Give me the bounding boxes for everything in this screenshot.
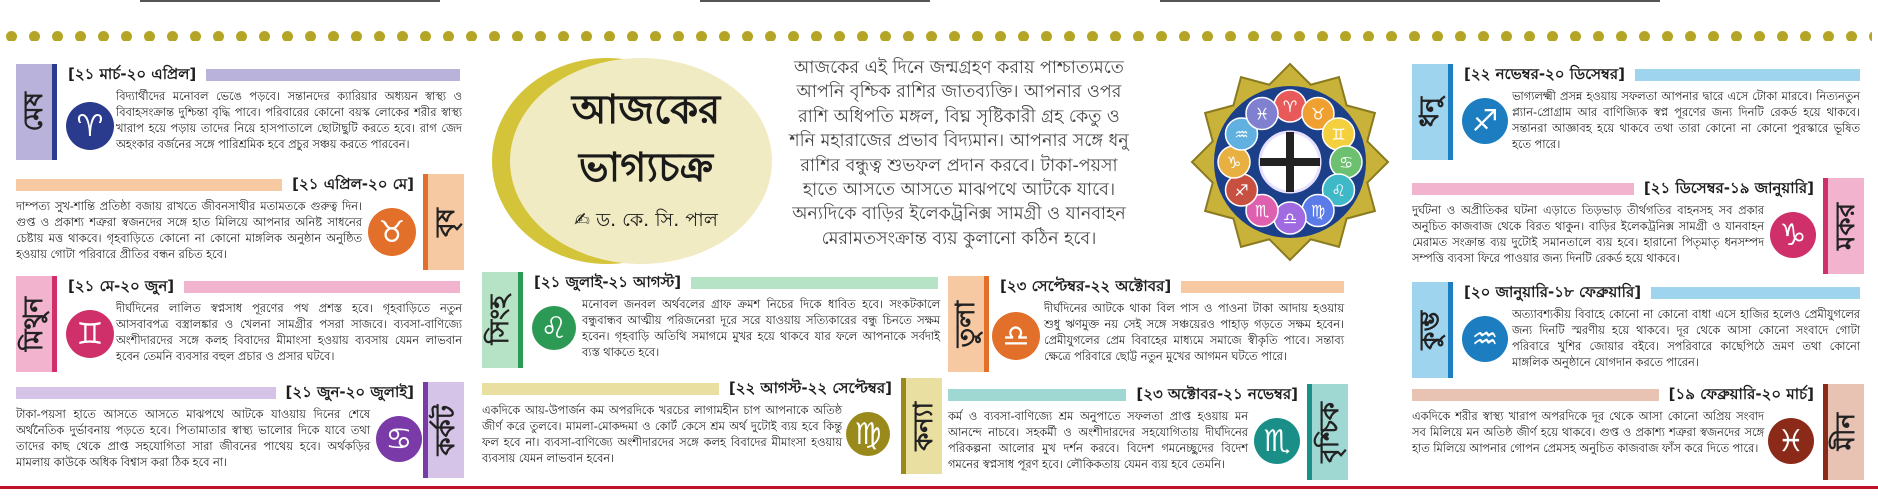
sign-block-brish bbox=[16, 174, 464, 274]
author-name: ড. কে. সি. পাল bbox=[596, 209, 718, 231]
divider-dot bbox=[1064, 31, 1075, 41]
water-bearer-icon: ♒ bbox=[1462, 316, 1508, 362]
sign-accent bbox=[901, 378, 906, 474]
divider-dot bbox=[1179, 31, 1190, 41]
sign-forecast: অত্যাবশ্যকীয় বিবাহে কোনো না কোনো বাধা এসে হাজির হলেও প্রেমীযুগলের জন্য দিনটি স্মরণীয় হয়ে থাকবে। দূর থেকে আসা কোনো সংবাদে গোটা পরিবারে খুশির জোয়ার বইবে। সপরিবারে কাছেপিঠে ভ্রমণ তথা কোনো মাঙ্গলিক অনুষ্ঠানে যোগদান করতে পারেন। bbox=[1512, 308, 1860, 369]
sign-name: মকর bbox=[1831, 202, 1861, 250]
sign-name: সিংহ bbox=[485, 295, 515, 345]
bull-icon: ♉ bbox=[368, 208, 416, 256]
divider-dot bbox=[512, 31, 523, 41]
divider-dot bbox=[259, 31, 270, 41]
sign-color-bar bbox=[1651, 287, 1860, 299]
sign-forecast: মনোবল জনবল অর্থবলের গ্রাফ ক্রমশ নিচের দিকে ধাবিত হবে। সংকটকালে বন্ধুবান্ধব আত্মীয় পরিজনেরা দূরে সরে যাওয়ায় সত্যিকারের বন্ধু চিনতে সক্ষম হবেন। গৃহবাড়ি অতিথি সমাগমে মুখর হয়ে থাকবে যার ফলে আপনাকে সর্বদাই ব্যস্ত থাকতে হবে। bbox=[582, 298, 940, 359]
divider-dot bbox=[29, 31, 40, 41]
divider-dot bbox=[1432, 31, 1443, 41]
dotted-divider bbox=[6, 27, 1872, 41]
divider-dot bbox=[903, 31, 914, 41]
divider-dot bbox=[1547, 31, 1558, 41]
sign-name-box bbox=[1828, 384, 1864, 480]
divider-dot bbox=[328, 31, 339, 41]
divider-dot bbox=[650, 31, 661, 41]
author-byline bbox=[536, 206, 756, 238]
sign-dates: [২১ এপ্রিল-২০ মে] bbox=[292, 174, 414, 193]
divider-dot bbox=[995, 31, 1006, 41]
divider-dot bbox=[1041, 31, 1052, 41]
sign-accent bbox=[1448, 64, 1453, 160]
sign-header bbox=[948, 384, 1298, 406]
sign-name-box bbox=[1828, 178, 1864, 274]
divider-dot bbox=[466, 31, 477, 41]
sign-block-meen bbox=[1412, 384, 1864, 484]
divider-dot bbox=[420, 31, 431, 41]
divider-dot bbox=[1616, 31, 1627, 41]
sign-name: মেষ bbox=[19, 92, 49, 132]
divider-dot bbox=[75, 31, 86, 41]
sign-header bbox=[1000, 276, 1344, 298]
divider-dot bbox=[742, 31, 753, 41]
wheel-sign-glyph: ♑ bbox=[1226, 153, 1242, 172]
sign-header bbox=[482, 378, 892, 400]
scales-icon: ♎ bbox=[992, 312, 1040, 360]
sign-forecast: দুর্ঘটনা ও অপ্রীতিকর ঘটনা এড়াতে তিড়ভাড় তীর্থগতির বাহনসহ সব প্রকার অনুচিত কাজবাজ থেকে বিরত থাকুন। বাড়ির ইলেকট্রনিক্স সামগ্রী ও যানবাহন মেরামত সংক্রান্ত ব্যয় দুটোই সমানতালে ব্যয় হবে। হারানো পিতৃমাতৃ ধনসম্পদ সম্পত্তি ব্যবসা ফিরে পাওয়ার জন্য দিনটি রেকর্ড হয়ে থাকবে। bbox=[1412, 204, 1764, 265]
divider-dot bbox=[1087, 31, 1098, 41]
divider-dot bbox=[926, 31, 937, 41]
sign-color-bar bbox=[1635, 69, 1860, 81]
sign-header bbox=[1464, 282, 1860, 304]
divider-dot bbox=[374, 31, 385, 41]
divider-dot bbox=[397, 31, 408, 41]
title-card bbox=[492, 58, 784, 254]
wheel-sign-glyph: ♈ bbox=[1282, 97, 1298, 116]
maiden-icon: ♍ bbox=[846, 412, 890, 456]
divider-dot bbox=[1639, 31, 1650, 41]
divider-dot bbox=[1501, 31, 1512, 41]
sign-forecast: টাকা-পয়সা হাতে আসতে আসতে মাঝপথে আটকে যাওয়ায় দিনের শেষে অর্থনৈতিক দুর্ভাবনায় পড়তে হবে। পিতামাতার স্বাস্থ্য ভালোর দিকে যাবে তথা তাদের কাছ থেকে প্রাপ্ত সহযোগিতা সারা জীবনের পাথেয় হবে। অর্থকড়ির মামলায় কাউকে অধিক বিশ্বাস করা ঠিক হবে না। bbox=[16, 408, 370, 469]
divider-dot bbox=[443, 31, 454, 41]
lion-icon: ♌ bbox=[532, 306, 576, 350]
sign-name: মিথুন bbox=[19, 296, 49, 352]
sign-forecast: ভাগ্যলক্ষ্মী প্রসন্ন হওয়ায় সফলতা আপনার দ্বারে এসে টোকা মারবে। নিত্যনতুন প্ল্যান-প্রোগ্রাম আর বাণিজ্যিক স্বপ্ন পূরণের জন্য দিনটি রেকর্ড হয়ে থাকবে। সন্তানরা আজ্ঞাবহ হয়ে থাকবে তথা তারা কোনো না কোনো পুরস্কারে ভূষিত হতে পারে। bbox=[1512, 90, 1860, 151]
sign-name: বৃশ্চিক bbox=[1315, 401, 1345, 463]
wheel-sign-glyph: ♏ bbox=[1254, 201, 1270, 221]
divider-dot bbox=[1685, 31, 1696, 41]
divider-dot bbox=[167, 31, 178, 41]
divider-dot bbox=[1317, 31, 1328, 41]
wheel-sign-glyph: ♌ bbox=[1331, 181, 1346, 200]
divider-dot bbox=[1731, 31, 1742, 41]
title-line-1: আজকের bbox=[571, 86, 721, 133]
wheel-sign-glyph: ♐ bbox=[1234, 181, 1249, 200]
wheel-sign-glyph: ♒ bbox=[1234, 125, 1249, 144]
sign-block-kanya bbox=[482, 378, 942, 478]
divider-dot bbox=[1248, 31, 1259, 41]
divider-dot bbox=[673, 31, 684, 41]
sign-name-box bbox=[906, 378, 942, 474]
wheel-cross-h bbox=[1260, 158, 1320, 166]
divider-dot bbox=[190, 31, 201, 41]
sign-dates: [২১ ডিসেম্বর-১৯ জানুয়ারি] bbox=[1643, 178, 1814, 197]
sign-accent bbox=[423, 174, 428, 270]
divider-dot bbox=[581, 31, 592, 41]
divider-dot bbox=[1800, 31, 1811, 41]
sign-dates: [২১ জুন-২০ জুলাই] bbox=[285, 382, 414, 401]
sign-color-bar bbox=[691, 277, 938, 289]
sign-accent bbox=[423, 382, 428, 478]
sign-dates: [২৩ অক্টোবর-২১ নভেম্বর] bbox=[1136, 384, 1298, 403]
sign-block-karkat bbox=[16, 382, 464, 482]
divider-dot bbox=[1133, 31, 1144, 41]
divider-dot bbox=[1708, 31, 1719, 41]
archer-icon: ♐ bbox=[1462, 98, 1508, 144]
divider-dot bbox=[1340, 31, 1351, 41]
divider-dot bbox=[1662, 31, 1673, 41]
divider-dot bbox=[696, 31, 707, 41]
sign-color-bar bbox=[16, 179, 282, 191]
sign-block-kumbha bbox=[1412, 282, 1864, 382]
divider-dot bbox=[213, 31, 224, 41]
sign-name-box bbox=[16, 276, 52, 372]
sign-dates: [২২ আগস্ট-২২ সেপ্টেম্বর] bbox=[728, 378, 892, 397]
sign-color-bar bbox=[206, 69, 460, 81]
sign-forecast: দীর্ঘদিনের লালিত স্বপ্নসাধ পূরণের পথ প্রশস্ত হবে। গৃহবাড়িতে নতুন আসবাবপত্র বস্ত্রালঙ্কার ও খেলনা সামগ্রীর পসরা সাজবে। ব্যবসা-বাণিজ্যে অংশীদারদের সঙ্গে কলহ বিবাদের মীমাংসা হওয়ায় ব্যবসায় যেমন লাভবান হবেন তেমনি ব্যবসার বহুল প্রচার ও প্রসার ঘটবে। bbox=[116, 302, 462, 363]
sign-dates: [২১ মার্চ-২০ এপ্রিল] bbox=[68, 64, 197, 83]
bottom-rule bbox=[0, 486, 1878, 489]
sign-name-box bbox=[948, 276, 984, 372]
wheel-sign-glyph: ♓ bbox=[1254, 104, 1270, 124]
sign-forecast: দাম্পত্য সুখ-শান্তি প্রতিষ্ঠা বজায় রাখতে জীবনসাথীর মতামতকে গুরুত্ব দিন। গুপ্ত ও প্রকাশ্য শত্রুরা স্বজনদের সঙ্গে হাত মিলিয়ে আপনার অনিষ্ট সাধনের চেষ্টায় মত্ত থাকবে। গৃহবাড়িতে কোনো না কোনো মাঙ্গলিক অনুষ্ঠান অনুষ্ঠিত হওয়ায় গোটা পরিবারে প্রীতির বন্ধন রচিত হবে। bbox=[16, 200, 362, 261]
sign-dates: [২১ মে-২০ জুন] bbox=[68, 276, 175, 295]
sign-block-singha bbox=[482, 272, 942, 372]
sign-block-tula bbox=[948, 276, 1348, 376]
sign-name: মীন bbox=[1831, 413, 1861, 451]
divider-dot bbox=[1570, 31, 1581, 41]
divider-dot bbox=[1294, 31, 1305, 41]
divider-dot bbox=[1156, 31, 1167, 41]
sign-accent bbox=[1823, 384, 1828, 480]
divider-dot bbox=[765, 31, 776, 41]
divider-dot bbox=[121, 31, 132, 41]
sign-accent bbox=[52, 276, 57, 372]
divider-dot bbox=[1869, 31, 1872, 41]
divider-dot bbox=[1202, 31, 1213, 41]
sign-name-box bbox=[16, 64, 52, 160]
sign-header bbox=[68, 64, 460, 86]
divider-dot bbox=[1754, 31, 1765, 41]
sign-forecast: কর্ম ও ব্যবসা-বাণিজ্যে শ্রম অনুপাতে সফলতা প্রাপ্ত হওয়ায় মন আনন্দে নাচবে। সহকর্মী ও অংশীদারদের সহযোগিতায় দীর্ঘদিনের পরিকল্পনা আলোর মুখ দর্শন করবে। বিদেশ গমনেচ্ছুদের বিদেশ গমনের স্বপ্নসাধ পূরণ হবে। লৌকিকতায় যেমন ব্যয় হবে তেমনি। bbox=[948, 410, 1248, 471]
sign-block-brishchik bbox=[948, 384, 1348, 484]
sign-name: কুম্ভ bbox=[1415, 310, 1445, 350]
divider-dot bbox=[1018, 31, 1029, 41]
sign-block-dhanu bbox=[1412, 64, 1864, 164]
sign-accent bbox=[518, 272, 523, 368]
divider-dot bbox=[1823, 31, 1834, 41]
divider-dot bbox=[558, 31, 569, 41]
sign-block-mithun bbox=[16, 276, 464, 376]
sign-dates: [২১ জুলাই-২১ আগস্ট] bbox=[534, 272, 682, 291]
sign-name: বৃষ bbox=[431, 207, 461, 237]
sign-accent bbox=[52, 64, 57, 160]
divider-dot bbox=[857, 31, 868, 41]
sign-dates: [১৯ ফেব্রুয়ারি-২০ মার্চ] bbox=[1668, 384, 1814, 403]
divider-dot bbox=[1777, 31, 1788, 41]
ram-icon: ♈ bbox=[66, 102, 114, 150]
sign-header bbox=[16, 174, 414, 196]
divider-dot bbox=[144, 31, 155, 41]
divider-dot bbox=[1478, 31, 1489, 41]
sign-header bbox=[1464, 64, 1860, 86]
sign-header bbox=[16, 382, 414, 404]
sign-name: তুলা bbox=[951, 300, 981, 348]
sign-name-box bbox=[482, 272, 518, 368]
sign-name-box bbox=[1312, 384, 1348, 480]
sign-forecast: বিদ্যার্থীদের মনোবল ভেঙে পড়বে। সন্তানদের ক্যারিয়ার অধ্যয়ন স্বাস্থ্য ও বিবাহসংক্রান্ত দুশ্চিন্তা বৃদ্ধি পাবে। পরিবারের কোনো বয়স্ক লোকের শরীর স্বাস্থ্য খারাপ হয়ে পড়ায় তাদের নিয়ে হাসপাতালে ছোটাছুটি করতে হবে। রাগ জেদ অহংকার বর্জনের সঙ্গে পারিশ্রমিক হবে প্রচুর সঞ্চয় করতে পারবেন। bbox=[116, 90, 462, 151]
sign-forecast: দীর্ঘদিনের আটকে থাকা বিল পাস ও পাওনা টাকা আদায় হওয়ায় শুধু ঋণমুক্ত নয় সেই সঙ্গে সঞ্চয়েরও পাহাড় গড়তে সক্ষম হবেন। প্রেমীযুগলের প্রেম বিবাহের মাধ্যমে সমাজে স্বীকৃতি পাবে। সন্তাব্য ক্ষেত্রে পরিবারে ছোট্ট নতুন মুখের আগমন ঘটতে পারে। bbox=[1044, 302, 1344, 363]
divider-dot bbox=[52, 31, 63, 41]
sign-forecast: একদিকে শরীর স্বাস্থ্য খারাপ অপরদিকে দূর থেকে আসা কোনো অপ্রিয় সংবাদ সব মিলিয়ে মন অতিষ্ঠ জীর্ণ হয়ে থাকবে। গুপ্ত ও প্রকাশ্য শত্রুরা স্বজনদের সঙ্গে হাত মিলিয়ে আপনার গোপন প্রেমসহ অনুচিত কাজবাজ ফাঁস করে দিতে পারে। bbox=[1412, 410, 1764, 455]
twins-icon: ♊ bbox=[66, 310, 114, 358]
sign-color-bar bbox=[482, 383, 719, 395]
divider-dot bbox=[282, 31, 293, 41]
sign-color-bar bbox=[16, 387, 276, 399]
divider-dot bbox=[1386, 31, 1397, 41]
crab-icon: ♋ bbox=[376, 416, 422, 462]
divider-dot bbox=[1363, 31, 1374, 41]
sign-forecast: একদিকে আয়-উপার্জন কম অপরদিকে খরচের লাগামহীন চাপ আপনাকে অতিষ্ঠ জীর্ণ করে তুলবে। মামলা-মোকদ্দমা ও কোর্ট কেসে শ্রম অর্থ দুটোই ব্যয় হবে কিন্তু ফল হবে না। ব্যবসা-বাণিজ্যে অংশীদারদের সঙ্গে কলহ বিবাদের মীমাংসা হওয়ায় ব্যবসায় যেমন লাভবান হবেন। bbox=[482, 404, 842, 465]
sign-name-box bbox=[1412, 64, 1448, 160]
sign-color-bar bbox=[948, 389, 1126, 401]
sign-color-bar bbox=[1181, 281, 1344, 293]
divider-dot bbox=[972, 31, 983, 41]
sign-name-box bbox=[1412, 282, 1448, 378]
divider-dot bbox=[1846, 31, 1857, 41]
pen-icon: ✍ bbox=[574, 209, 591, 231]
divider-dot bbox=[1225, 31, 1236, 41]
sign-dates: [২০ জানুয়ারি-১৮ ফেব্রুয়ারি] bbox=[1464, 282, 1642, 301]
divider-dot bbox=[351, 31, 362, 41]
divider-dot bbox=[1110, 31, 1121, 41]
sign-header bbox=[68, 276, 460, 298]
divider-dot bbox=[6, 31, 17, 41]
sign-accent bbox=[1307, 384, 1312, 480]
wheel-sign-glyph: ♊ bbox=[1331, 125, 1346, 144]
sign-name-box bbox=[428, 382, 464, 478]
divider-dot bbox=[1409, 31, 1420, 41]
wheel-sign-glyph: ♋ bbox=[1338, 153, 1354, 172]
birthday-intro: আজকের এই দিনে জন্মগ্রহণ করায় পাশ্চাত্যমতে আপনি বৃশ্চিক রাশির জাতব্যক্তি। আপনার ওপর রাশি অধিপতি মঙ্গল, বিঘ্ন সৃষ্টিকারী গ্রহ কেতু ও শনি মহারাজের প্রভাব বিদ্যমান। আপনার সঙ্গে ধনু রাশির বন্ধুত্ব শুভফল প্রদান করবে। টাকা-পয়সা হাতে আসতে আসতে মাঝপথে আটকে যাবে। অন্যদিকে বাড়ির ইলেকট্রনিক্স সামগ্রী ও যানবাহন মেরামতসংক্রান্ত ব্যয় কুলানো কঠিন হবে। bbox=[789, 58, 1129, 249]
divider-dot bbox=[1455, 31, 1466, 41]
sign-header bbox=[1412, 384, 1814, 406]
divider-dot bbox=[788, 31, 799, 41]
divider-dot bbox=[1593, 31, 1604, 41]
sign-block-makar bbox=[1412, 178, 1864, 278]
title-line-2: ভাগ্যচক্র bbox=[578, 144, 714, 191]
divider-dot bbox=[949, 31, 960, 41]
wheel-sign-glyph: ♎ bbox=[1282, 209, 1298, 228]
sign-color-bar bbox=[1412, 389, 1659, 401]
divider-dot bbox=[1524, 31, 1535, 41]
sign-dates: [২২ নভেম্বর-২০ ডিসেম্বর] bbox=[1464, 64, 1625, 83]
sign-name: কর্কট bbox=[431, 404, 461, 456]
sign-color-bar bbox=[1412, 183, 1634, 195]
sign-header bbox=[534, 272, 938, 294]
sign-name: ধনু bbox=[1415, 96, 1445, 128]
sign-accent bbox=[1448, 282, 1453, 378]
divider-dot bbox=[811, 31, 822, 41]
divider-dot bbox=[236, 31, 247, 41]
scorpion-icon: ♏ bbox=[1254, 418, 1300, 464]
divider-dot bbox=[880, 31, 891, 41]
sign-block-mesh bbox=[16, 64, 464, 164]
wheel-sign-glyph: ♉ bbox=[1310, 104, 1326, 124]
sign-dates: [২৩ সেপ্টেম্বর-২২ অক্টোবর] bbox=[1000, 276, 1172, 295]
divider-dot bbox=[627, 31, 638, 41]
sign-name-box bbox=[428, 174, 464, 270]
sign-color-bar bbox=[184, 281, 460, 293]
divider-dot bbox=[719, 31, 730, 41]
goat-icon: ♑ bbox=[1770, 212, 1816, 258]
divider-dot bbox=[98, 31, 109, 41]
fish-icon: ♓ bbox=[1768, 418, 1814, 464]
divider-dot bbox=[489, 31, 500, 41]
sign-header bbox=[1412, 178, 1814, 200]
sign-accent bbox=[1823, 178, 1828, 274]
wheel-sign-glyph: ♍ bbox=[1310, 201, 1326, 221]
divider-dot bbox=[535, 31, 546, 41]
sign-accent bbox=[984, 276, 989, 372]
divider-dot bbox=[834, 31, 845, 41]
divider-dot bbox=[604, 31, 615, 41]
divider-dot bbox=[305, 31, 316, 41]
sign-name: কন্যা bbox=[909, 401, 939, 451]
zodiac-wheel-image bbox=[1190, 62, 1390, 262]
divider-dot bbox=[1271, 31, 1282, 41]
